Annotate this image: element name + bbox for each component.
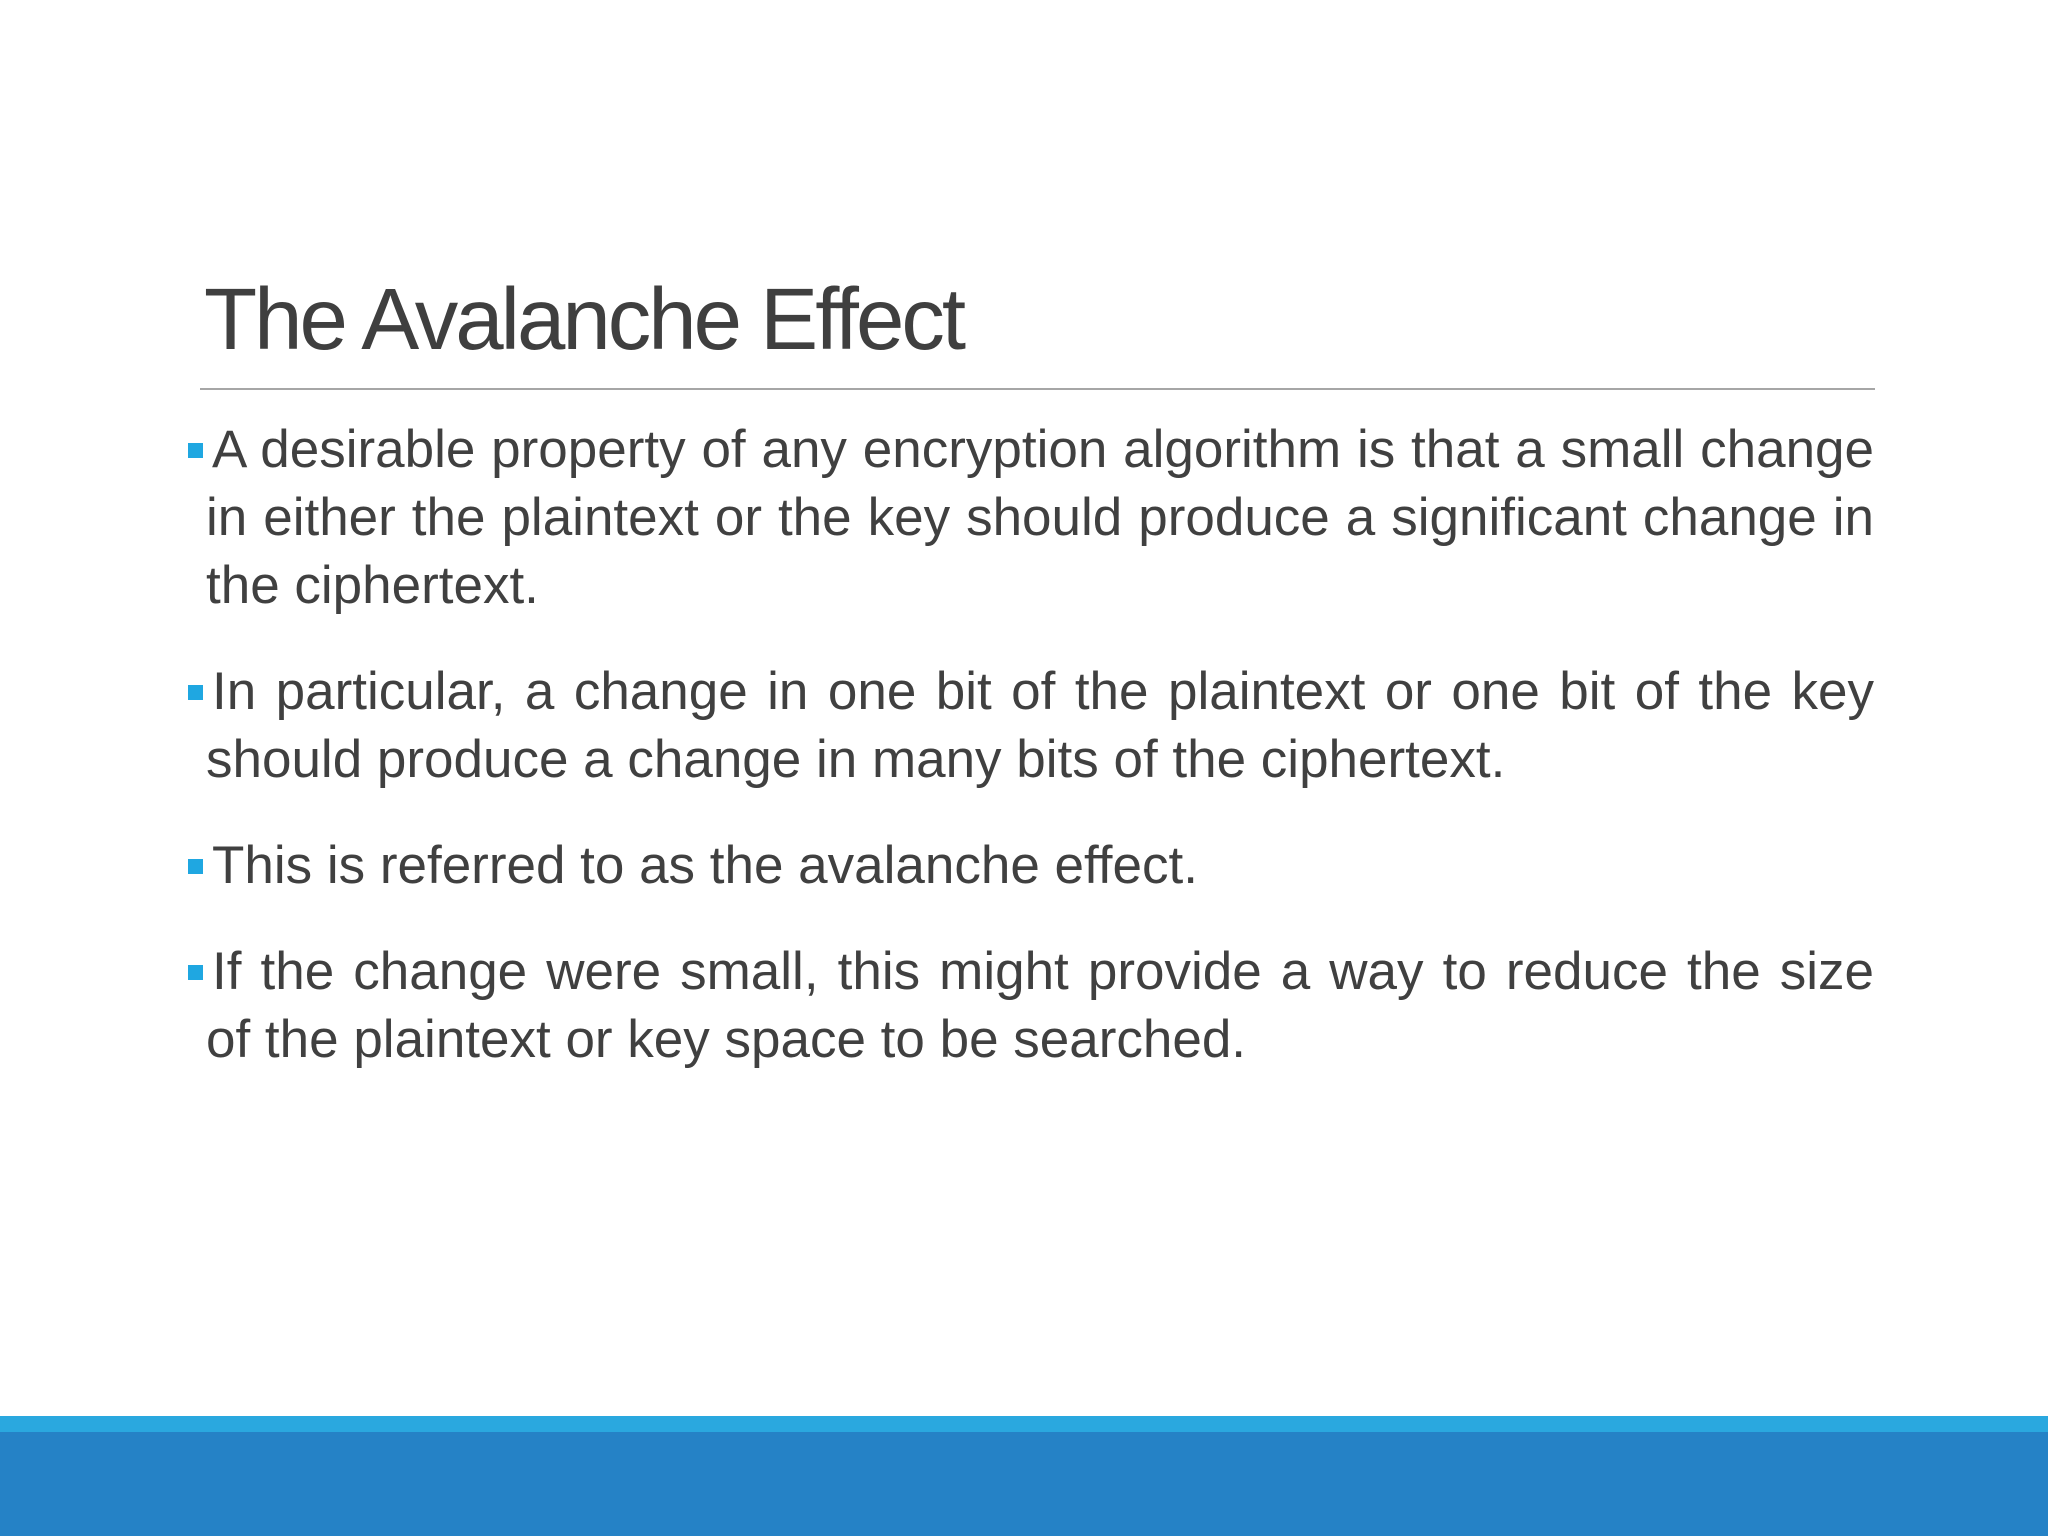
bullet-text: In particular, a change in one bit of the plaintext or one bit of the key should produce a change in many bits of the ciphertext. bbox=[206, 662, 1874, 789]
bullet-item bbox=[188, 832, 1874, 900]
bullet-text: If the change were small, this might provide a way to reduce the size of the plaintext or key space to be searched. bbox=[206, 942, 1874, 1069]
square-bullet-icon bbox=[188, 685, 203, 700]
bullet-list bbox=[188, 416, 1874, 1112]
square-bullet-icon bbox=[188, 859, 203, 874]
title-divider bbox=[200, 388, 1875, 390]
footer-accent-stripe bbox=[0, 1416, 2048, 1432]
square-bullet-icon bbox=[188, 443, 203, 458]
bullet-item bbox=[188, 938, 1874, 1074]
bullet-item bbox=[188, 658, 1874, 794]
footer-bar bbox=[0, 1432, 2048, 1536]
square-bullet-icon bbox=[188, 965, 203, 980]
slide-title: The Avalanche Effect bbox=[204, 271, 964, 368]
bullet-item bbox=[188, 416, 1874, 620]
bullet-text: This is referred to as the avalanche effect. bbox=[212, 836, 1198, 895]
bullet-text: A desirable property of any encryption algorithm is that a small change in either the plaintext or the key should produce a significant change in the ciphertext. bbox=[206, 420, 1874, 615]
